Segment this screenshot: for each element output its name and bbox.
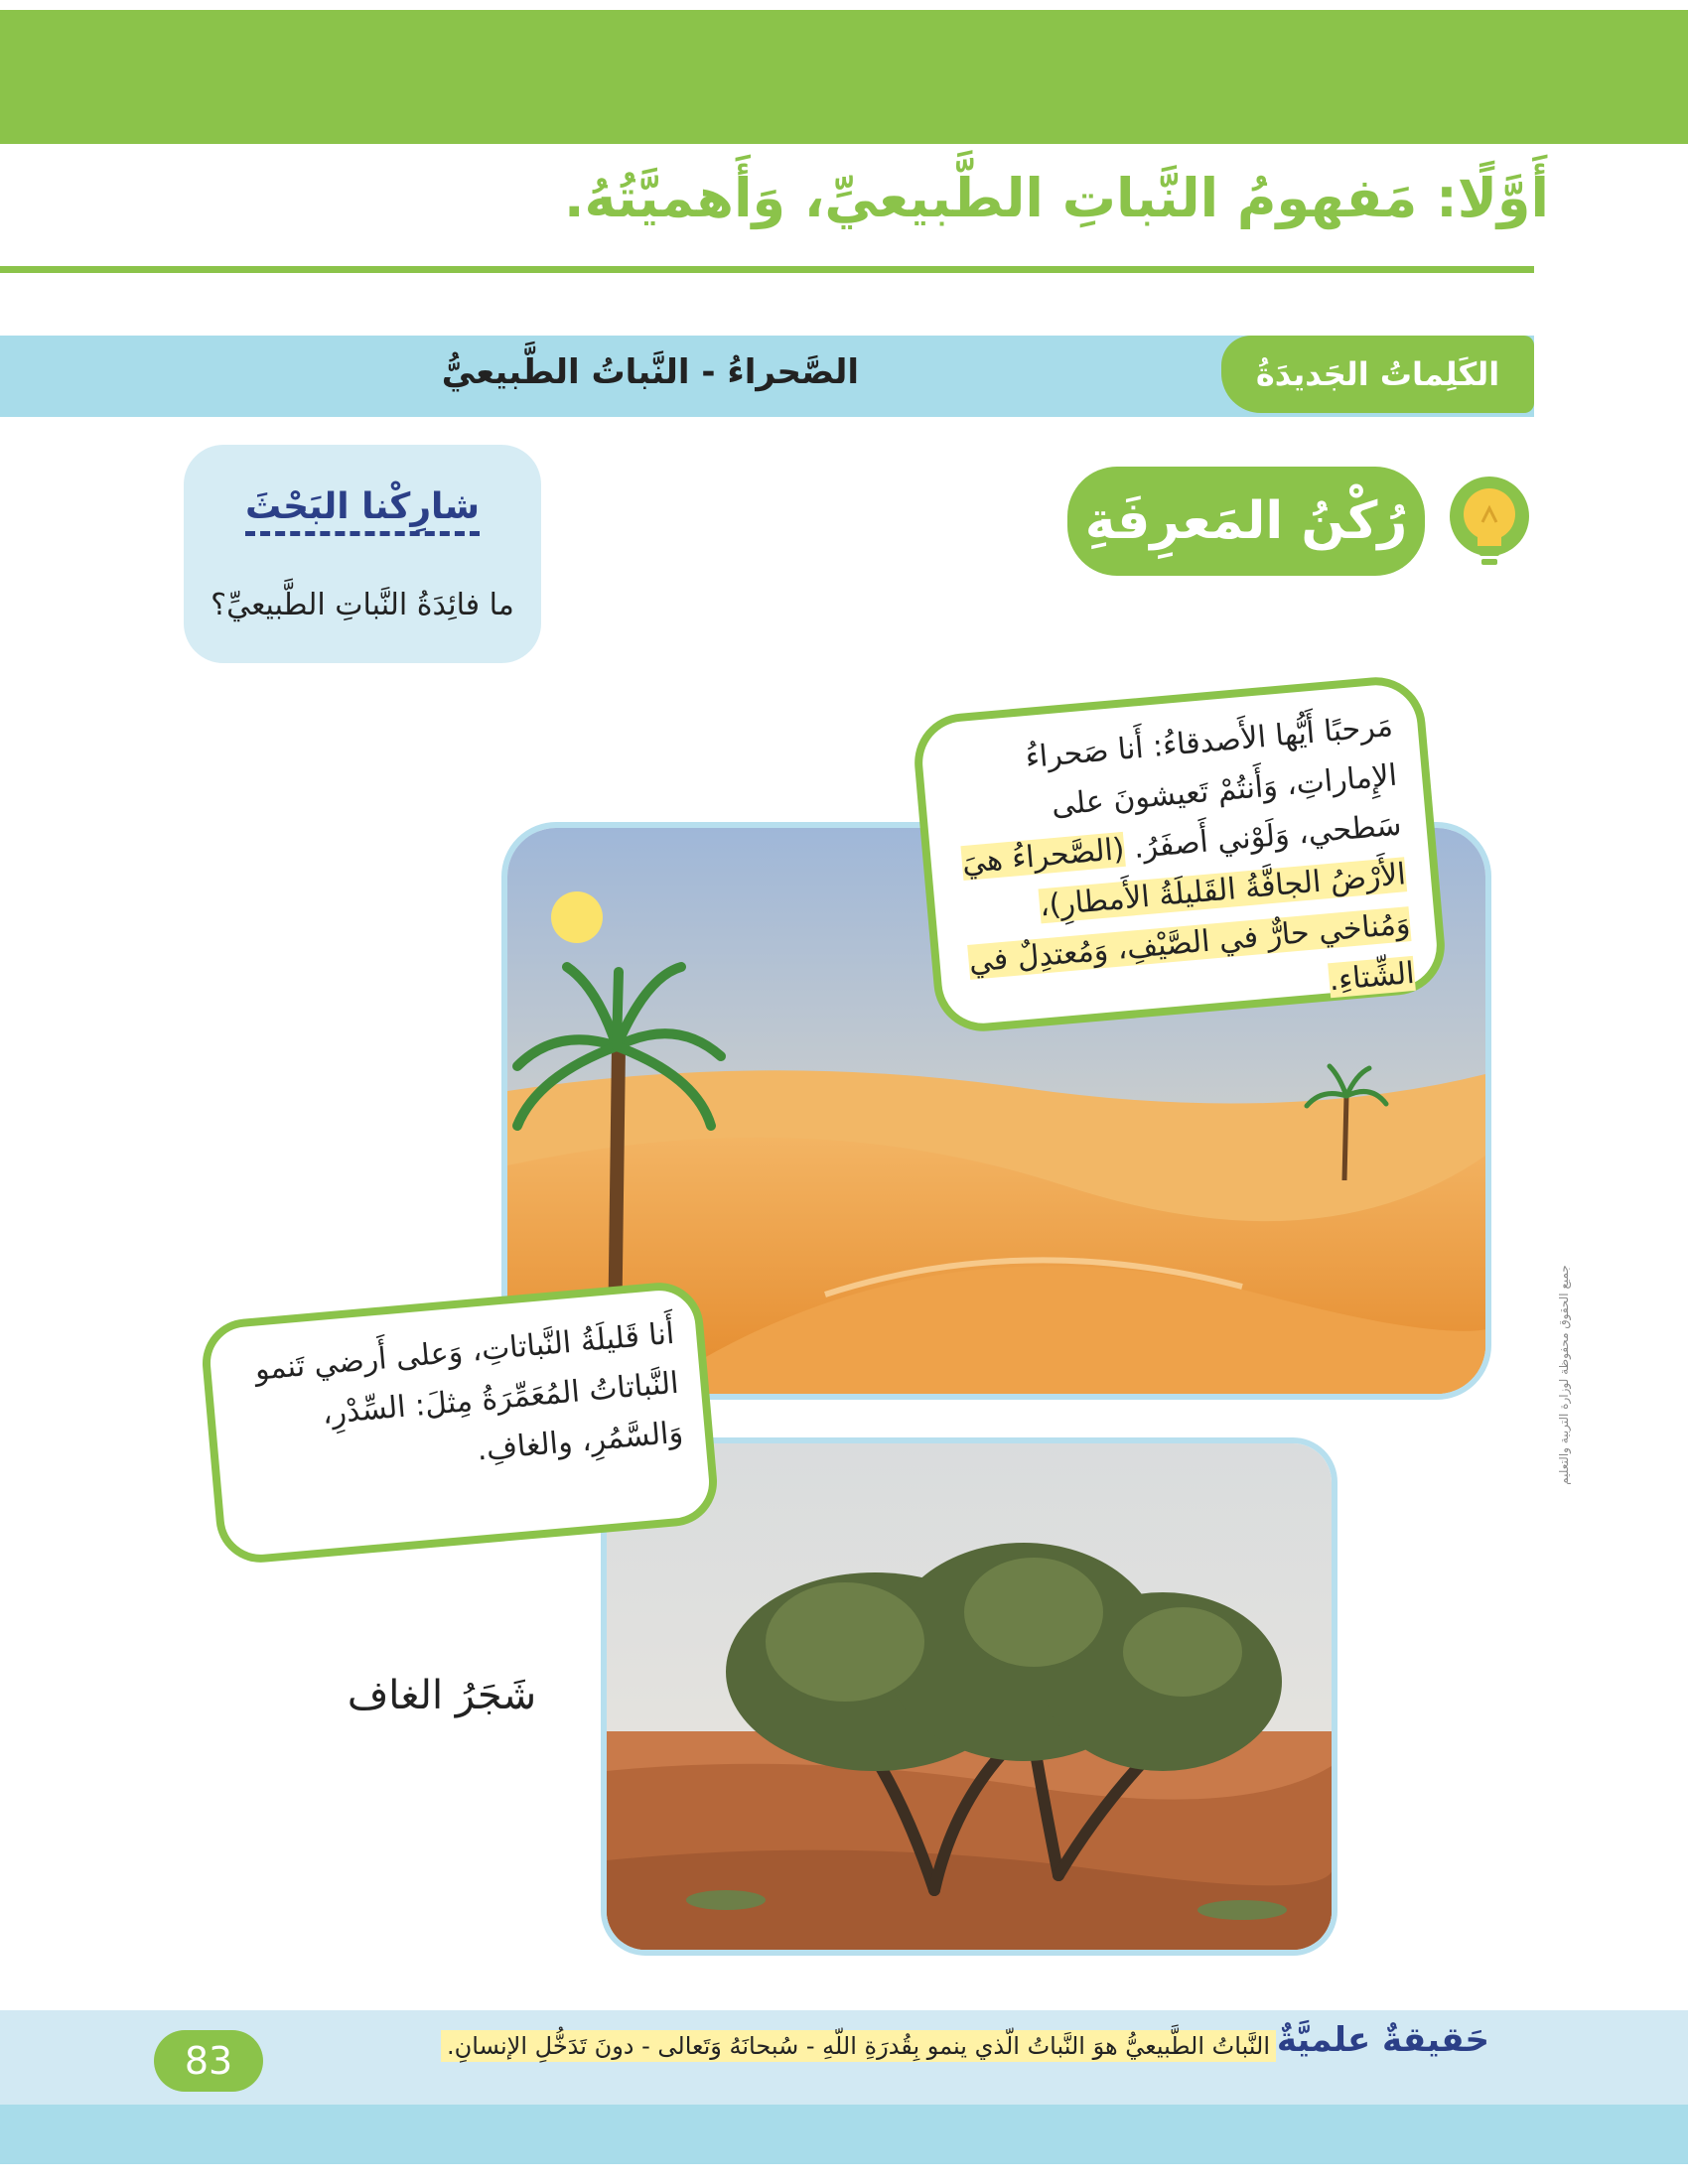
- ghaf-tree-photo: [601, 1437, 1337, 1956]
- lesson-title: أَوَّلًا: مَفهومُ النَّباتِ الطَّبيعيِّ، وَأَهميَّتُهُ.: [563, 167, 1549, 229]
- vocabulary-label: الكَلِماتُ الجَديدَةُ: [1221, 336, 1534, 413]
- scientific-fact-text: النَّباتُ الطَّبيعيُّ هوَ النَّباتُ الّذي ينمو بِقُدرَةِ اللّهِ - سُبحانَهُ وَتَعالى - دونَ تَدَخُّلِ الإنسانِ.: [441, 2030, 1276, 2062]
- footer-band: [0, 2105, 1688, 2164]
- page-number: 83: [154, 2030, 263, 2092]
- copyright-side-note: [1549, 804, 1579, 1946]
- research-box: [184, 445, 541, 663]
- research-title-text: شارِكْنا البَحْثَ: [245, 486, 480, 536]
- top-green-band: [0, 10, 1688, 144]
- photo-caption: شَجَرُ الغاف: [347, 1673, 537, 1718]
- title-divider: [0, 266, 1534, 273]
- research-title: [184, 486, 541, 527]
- knowledge-corner-label: رُكْنُ المَعرِفَةِ: [1067, 467, 1425, 576]
- speech-bubble-plants: [199, 1279, 721, 1566]
- desert-definition-text: (الصَّحراءُ هيَ الأَرْضُ الجافَّةُ القَليلَةُ الأَمطارِ)، وَمُناخي حارٌّ في الصَّيْفِ، وَمُعتدِلٌ في الشِّتاءِ.: [960, 831, 1416, 999]
- speech-bubble-desert: [911, 673, 1449, 1035]
- desert-intro-text: مَرحبًا أَيُّها الأَصدقاءُ: أَنا صَحراءُ الإِماراتِ، وَأَنتُمْ تَعيشونَ على سَطحي، وَلَوْني أَصفَرُ.: [1024, 708, 1403, 866]
- plants-text: أَنا قَليلَةُ النَّباتاتِ، وَعلى أَرضي تَنمو النَّباتاتُ المُعَمِّرَةُ مِثلَ: السِّدْرِ، وَالسَّمُرِ، والغافِ.: [253, 1315, 685, 1468]
- vocabulary-words: الصَّحراءُ - النَّباتُ الطَّبيعيُّ: [441, 352, 859, 392]
- copyright-text: جميع الحقوق محفوظة لوزارة التربية والتعليم: [1557, 1265, 1571, 1485]
- lightbulb-icon: [1445, 475, 1534, 574]
- scientific-fact-label: حَقيقةٌ علميَّةٌ: [1276, 2020, 1489, 2060]
- research-question: ما فائِدَةُ النَّباتِ الطَّبيعيِّ؟: [211, 588, 514, 622]
